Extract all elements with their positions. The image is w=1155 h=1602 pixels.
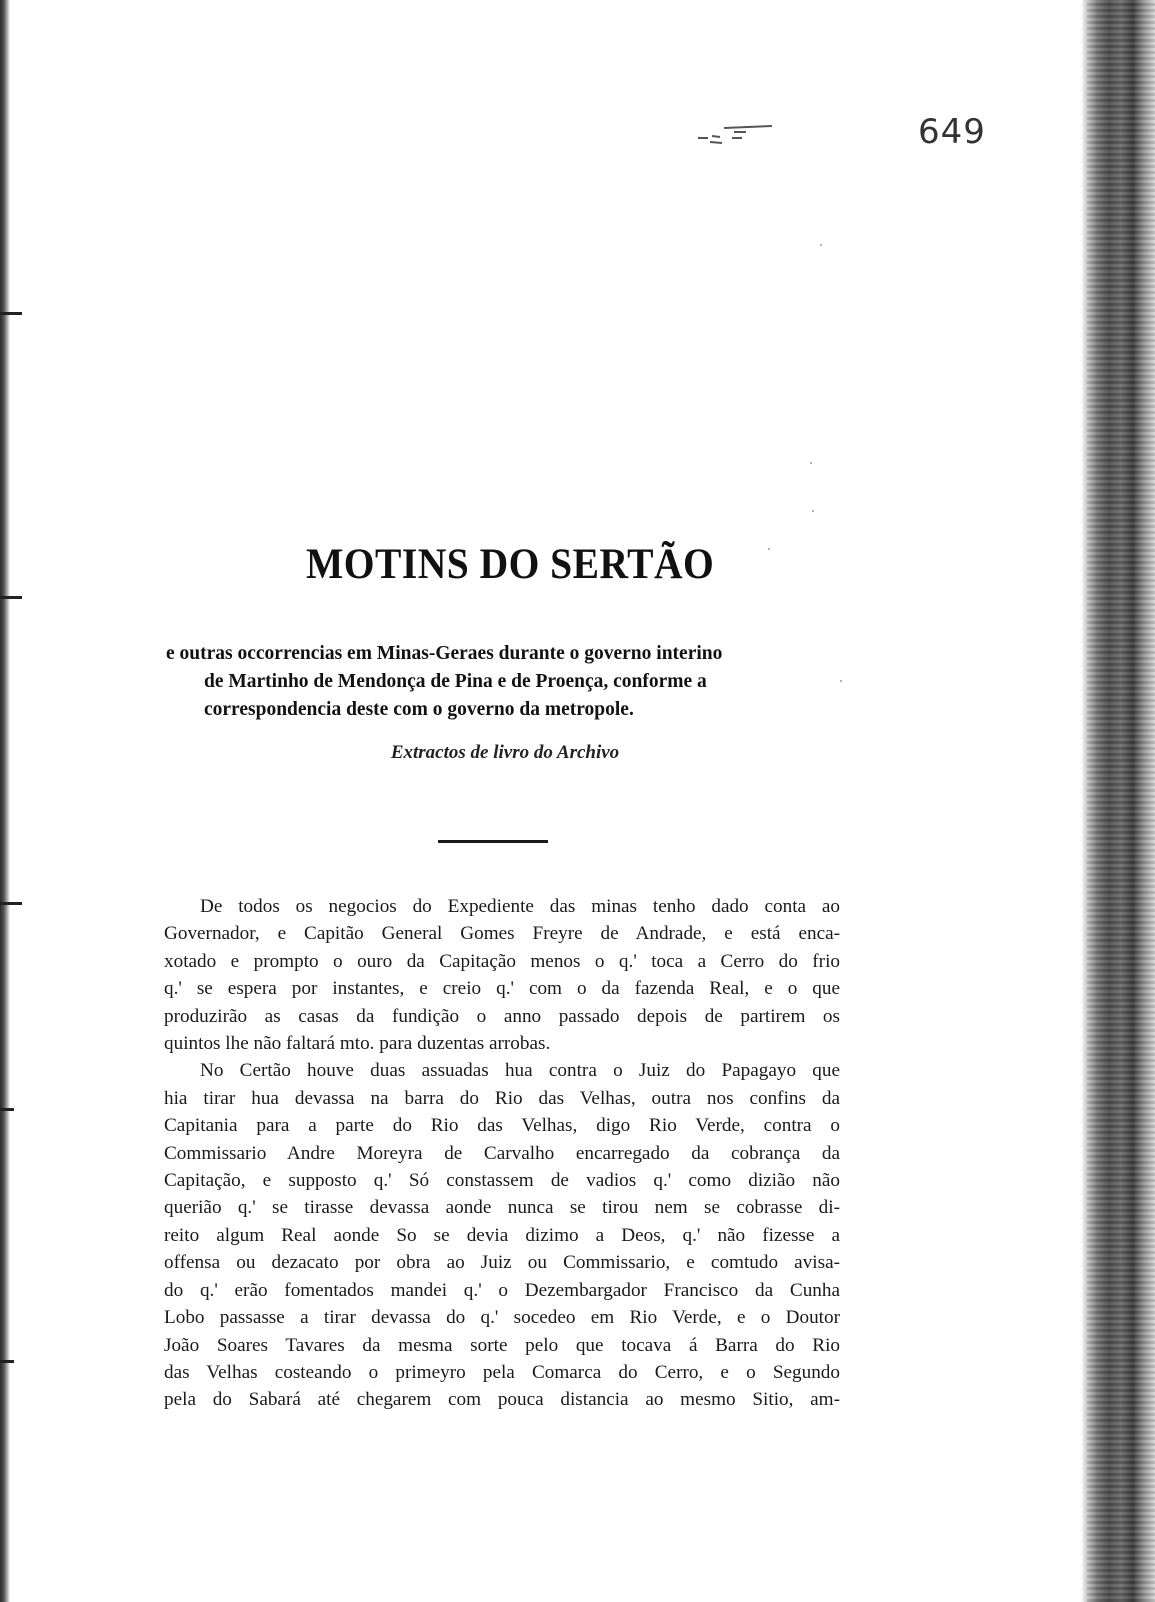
section-divider <box>438 840 548 843</box>
text-line: Capitação, e supposto q.' Só constassem de vadios q.' como dizião não <box>164 1170 840 1192</box>
subtitle-line: de Martinho de Mendonça de Pina e de Proença, conforme a <box>204 671 707 692</box>
scan-speck <box>768 548 770 550</box>
page-number: 649 <box>918 112 986 152</box>
text-line: q.' se espera por instantes, e creio q.' com o da fazenda Real, e o que <box>164 978 840 1000</box>
subtitle-line: correspondencia deste com o governo da metropole. <box>204 699 634 720</box>
text-line: pela do Sabará até chegarem com pouca distancia ao mesmo Sitio, am- <box>164 1389 840 1411</box>
text-line: xotado e prompto o ouro da Capitação menos o q.' toca a Cerro do frio <box>164 950 840 972</box>
text-line: Lobo passasse a tirar devassa do q.' socedeo em Rio Verde, e o Doutor <box>164 1307 840 1329</box>
scan-speck <box>812 510 814 512</box>
binding-mark <box>0 312 22 315</box>
scan-speck <box>810 462 812 464</box>
text-line: hia tirar hua devassa na barra do Rio das Velhas, outra nos confins da <box>164 1087 840 1109</box>
text-line: produzirão as casas da fundição o anno passado depois de partirem os <box>164 1005 840 1027</box>
text-line: João Soares Tavares da mesma sorte pelo que tocava á Barra do Rio <box>164 1334 840 1356</box>
scan-speck <box>820 244 822 246</box>
scan-speck <box>840 680 842 682</box>
text-line: Governador, e Capitão General Gomes Freyre de Andrade, e está enca- <box>164 923 840 945</box>
subtitle-line: e outras occorrencias em Minas-Geraes durante o governo interino <box>166 643 723 664</box>
page-title: MOTINS DO SERTÃO <box>306 541 715 588</box>
body-text <box>164 893 840 1414</box>
binding-mark <box>0 902 22 905</box>
binding-mark <box>0 596 22 599</box>
text-line: offensa ou dezacato por obra ao Juiz ou Commissario, e comtudo avisa- <box>164 1252 840 1274</box>
text-line: das Velhas costeando o primeyro pela Comarca do Cerro, e o Segundo <box>164 1361 840 1383</box>
subtitle <box>166 640 846 724</box>
binding-mark <box>0 1360 14 1363</box>
book-spine-edge <box>1087 0 1155 1602</box>
ink-scribble <box>694 122 780 152</box>
text-line: quintos lhe não faltará mto. para duzentas arrobas. <box>164 1033 551 1055</box>
binding-mark <box>0 1108 14 1111</box>
text-line: do q.' erão fomentados mandei q.' o Dezembargador Francisco da Cunha <box>164 1279 840 1301</box>
text-line: Capitania para a parte do Rio das Velhas, digo Rio Verde, contra o <box>164 1115 840 1137</box>
text-line: De todos os negocios do Expediente das minas tenho dado conta ao <box>200 896 840 917</box>
text-line: No Certão houve duas assuadas hua contra o Juiz do Papagayo que <box>200 1060 840 1082</box>
text-line: reito algum Real aonde So se devia dizimo a Deos, q.' não fizesse a <box>164 1224 840 1246</box>
text-line: querião q.' se tirasse devassa aonde nunca se tirou nem se cobrasse di- <box>164 1197 840 1219</box>
extract-note: Extractos de livro do Archivo <box>390 742 620 763</box>
text-line: Commissario Andre Moreyra de Carvalho encarregado da cobrança da <box>164 1142 840 1164</box>
